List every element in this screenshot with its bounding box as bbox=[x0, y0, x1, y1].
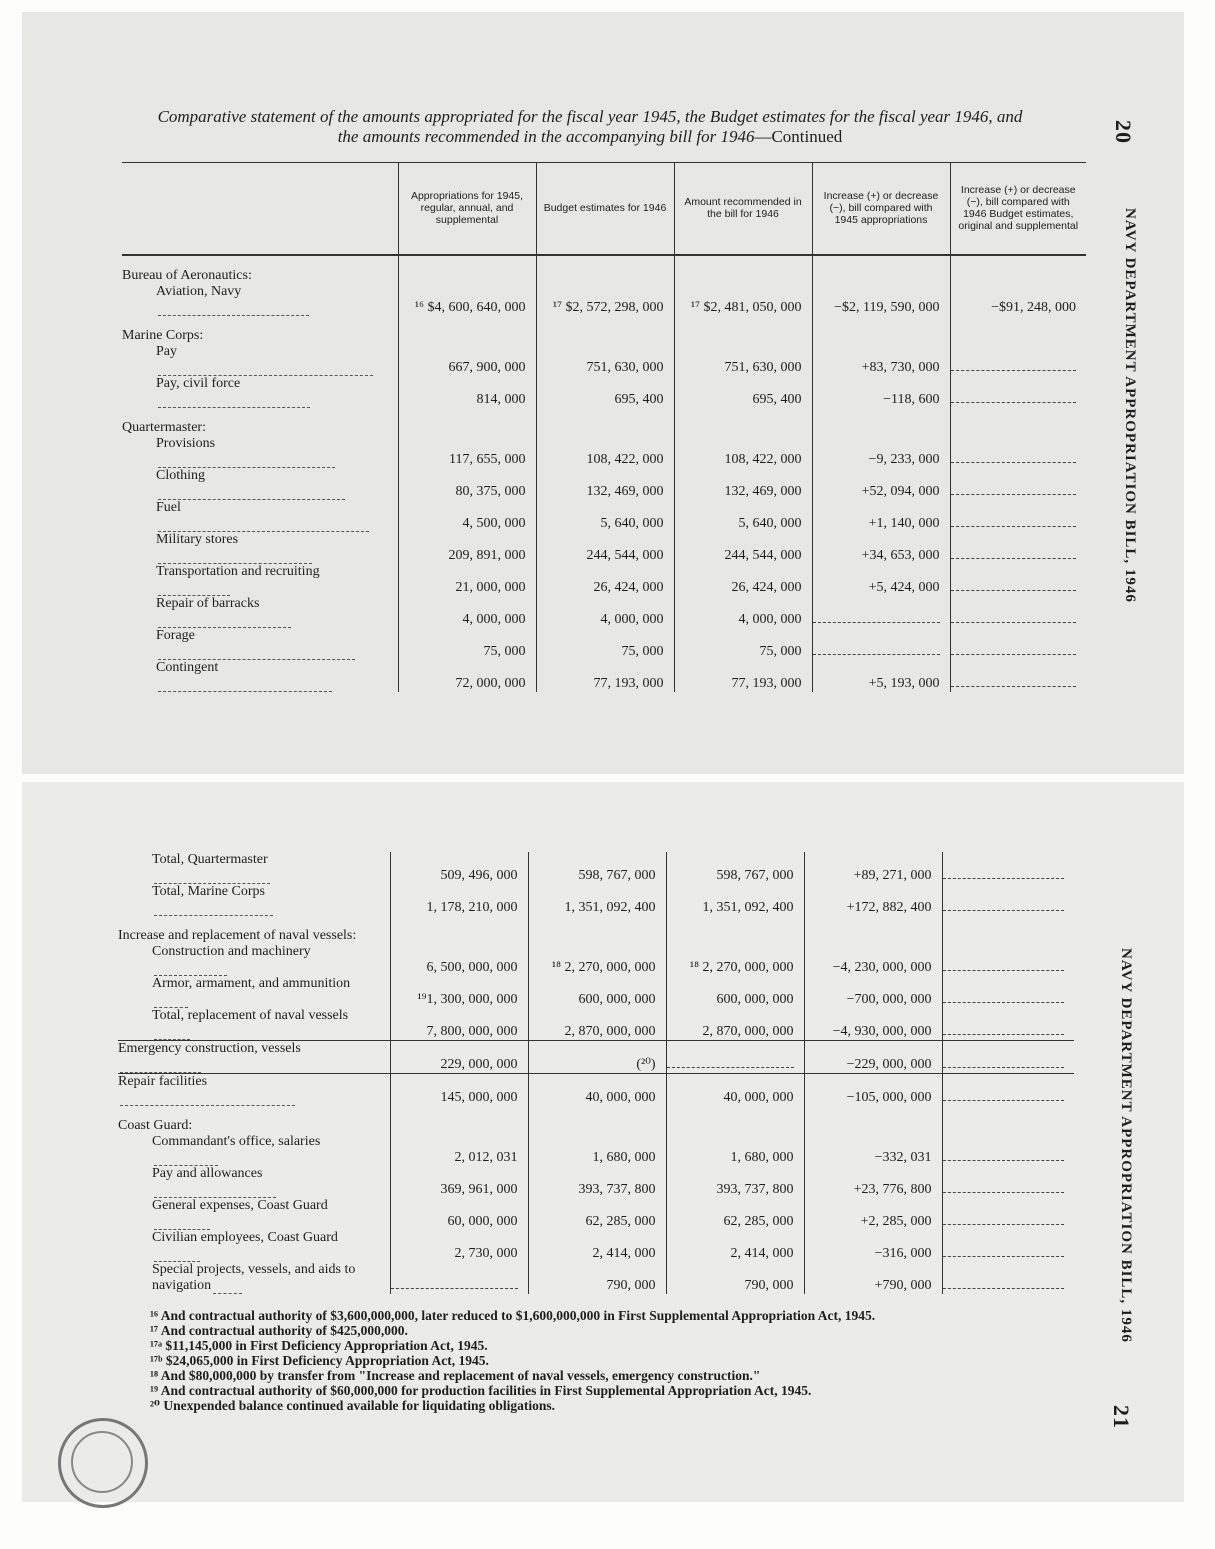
cell-value: 790, 000 bbox=[528, 1262, 666, 1294]
row-label bbox=[118, 1134, 390, 1166]
table-row bbox=[118, 1198, 1074, 1230]
cell-value: −332, 031 bbox=[804, 1134, 942, 1166]
row-label bbox=[122, 596, 398, 628]
appropriations-table-bottom bbox=[118, 852, 1074, 1294]
row-label bbox=[122, 468, 398, 500]
row-label bbox=[122, 376, 398, 408]
cell-value: ¹⁷ $2, 481, 050, 000 bbox=[674, 284, 812, 316]
row-label-text: Repair facilities bbox=[118, 1074, 208, 1089]
empty-dashes bbox=[813, 610, 940, 623]
cell-value: 2, 414, 000 bbox=[528, 1230, 666, 1262]
cell-value: 814, 000 bbox=[398, 376, 536, 408]
title-continued: —Continued bbox=[754, 127, 843, 146]
empty-dashes bbox=[951, 390, 1077, 403]
row-label-text: Coast Guard: bbox=[118, 1118, 193, 1133]
row-label bbox=[118, 1008, 390, 1041]
empty-dashes bbox=[951, 578, 1077, 591]
row-label bbox=[118, 1166, 390, 1198]
table-row bbox=[118, 1262, 1074, 1294]
cell-value: −229, 000, 000 bbox=[804, 1041, 942, 1074]
cell-value bbox=[390, 1262, 528, 1294]
empty-dashes bbox=[943, 1022, 1065, 1035]
empty-dashes bbox=[943, 1055, 1065, 1068]
cell-value: 393, 737, 800 bbox=[666, 1166, 804, 1198]
row-label bbox=[118, 1074, 390, 1107]
row-label bbox=[122, 255, 398, 284]
cell-value: −105, 000, 000 bbox=[804, 1074, 942, 1107]
leader-dots bbox=[154, 915, 273, 916]
empty-dashes bbox=[951, 358, 1077, 371]
cell-value bbox=[950, 316, 1086, 344]
cell-value: 695, 400 bbox=[674, 376, 812, 408]
footnote: ²⁰ Unexpended balance continued available for liquidating obligations. bbox=[150, 1398, 556, 1413]
cell-value bbox=[536, 316, 674, 344]
table-row bbox=[118, 1134, 1074, 1166]
cell-value bbox=[950, 376, 1086, 408]
table-row bbox=[118, 1230, 1074, 1262]
row-label-text: Forage bbox=[156, 627, 195, 643]
leader-dots bbox=[213, 1293, 242, 1294]
cell-value bbox=[942, 1198, 1074, 1230]
cell-value bbox=[674, 408, 812, 436]
cell-value bbox=[950, 628, 1086, 660]
table-row bbox=[122, 468, 1086, 500]
footnote: ¹⁹ And contractual authority of $60,000,000 for production facilities in First Supplemental Appropriation Act, 1945. bbox=[150, 1383, 812, 1398]
cell-value bbox=[812, 316, 950, 344]
footnote: ¹⁸ And $80,000,000 by transfer from "Increase and replacement of naval vessels, emergency construction." bbox=[150, 1368, 761, 1383]
table-row bbox=[118, 1041, 1074, 1074]
table-row bbox=[122, 500, 1086, 532]
row-label-text: Emergency construction, vessels bbox=[118, 1041, 301, 1056]
cell-value: 4, 000, 000 bbox=[398, 596, 536, 628]
cell-value: 60, 000, 000 bbox=[390, 1198, 528, 1230]
table-row bbox=[122, 408, 1086, 436]
stamp-inner-ring bbox=[71, 1431, 133, 1493]
table-row bbox=[118, 884, 1074, 916]
cell-value bbox=[942, 1074, 1074, 1107]
cell-value bbox=[950, 500, 1086, 532]
cell-value: 509, 496, 000 bbox=[390, 852, 528, 884]
cell-value: −4, 230, 000, 000 bbox=[804, 944, 942, 976]
cell-value bbox=[942, 944, 1074, 976]
footnote: ¹⁷ᵇ $24,065,000 in First Deficiency Appropriation Act, 1945. bbox=[150, 1353, 489, 1368]
cell-value: −$91, 248, 000 bbox=[950, 284, 1086, 316]
cell-value bbox=[666, 1041, 804, 1074]
cell-value bbox=[528, 916, 666, 944]
cell-value: ¹⁷ $2, 572, 298, 000 bbox=[536, 284, 674, 316]
cell-value: 2, 870, 000, 000 bbox=[528, 1008, 666, 1041]
cell-value: 2, 730, 000 bbox=[390, 1230, 528, 1262]
empty-dashes bbox=[943, 1276, 1065, 1289]
row-label bbox=[122, 660, 398, 692]
footnote: ¹⁶ And contractual authority of $3,600,000,000, later reduced to $1,600,000,000 in First Supplemental Appropriation Act, 1945. bbox=[150, 1308, 876, 1323]
cell-value: −4, 930, 000, 000 bbox=[804, 1008, 942, 1041]
cell-value: 4, 000, 000 bbox=[536, 596, 674, 628]
cell-value bbox=[812, 628, 950, 660]
cell-value bbox=[674, 255, 812, 284]
cell-value bbox=[812, 596, 950, 628]
cell-value: +5, 193, 000 bbox=[812, 660, 950, 692]
table-row bbox=[122, 532, 1086, 564]
header-row bbox=[122, 163, 1086, 255]
row-label bbox=[122, 564, 398, 596]
cell-value bbox=[950, 468, 1086, 500]
cell-value: 132, 469, 000 bbox=[536, 468, 674, 500]
empty-dashes bbox=[943, 1148, 1065, 1161]
cell-value: 4, 000, 000 bbox=[674, 596, 812, 628]
table-row bbox=[122, 284, 1086, 316]
row-label-text: Aviation, Navy bbox=[156, 283, 242, 299]
row-label-text: Contingent bbox=[156, 659, 219, 675]
table-row bbox=[118, 916, 1074, 944]
side-title-top: NAVY DEPARTMENT APPROPRIATION BILL, 1946 bbox=[1122, 208, 1138, 603]
table-row bbox=[122, 376, 1086, 408]
cell-value: 695, 400 bbox=[536, 376, 674, 408]
cell-value: 72, 000, 000 bbox=[398, 660, 536, 692]
appropriations-table-top bbox=[122, 162, 1086, 692]
cell-value: 2, 870, 000, 000 bbox=[666, 1008, 804, 1041]
row-label bbox=[118, 852, 390, 884]
empty-dashes bbox=[951, 546, 1077, 559]
cell-value: 108, 422, 000 bbox=[674, 436, 812, 468]
cell-value bbox=[942, 1230, 1074, 1262]
library-stamp bbox=[58, 1418, 148, 1508]
row-label-text: Armor, armament, and ammunition bbox=[152, 976, 351, 991]
row-label bbox=[122, 316, 398, 344]
cell-value bbox=[804, 1106, 942, 1134]
cell-value bbox=[942, 852, 1074, 884]
col-header-budget-1946: Budget estimates for 1946 bbox=[536, 163, 674, 255]
row-label-text: Repair of barracks bbox=[156, 595, 260, 611]
cell-value: +1, 140, 000 bbox=[812, 500, 950, 532]
cell-value: +5, 424, 000 bbox=[812, 564, 950, 596]
empty-dashes bbox=[943, 958, 1065, 971]
cell-value: 600, 000, 000 bbox=[666, 976, 804, 1008]
table-row bbox=[122, 344, 1086, 376]
page-number-bottom: 21 bbox=[1109, 1405, 1134, 1429]
row-label bbox=[118, 916, 390, 944]
cell-value: 108, 422, 000 bbox=[536, 436, 674, 468]
cell-value: 790, 000 bbox=[666, 1262, 804, 1294]
row-label-text: Pay bbox=[156, 343, 177, 359]
cell-value: 62, 285, 000 bbox=[528, 1198, 666, 1230]
row-label-text: Transportation and recruiting bbox=[156, 563, 320, 579]
cell-value bbox=[950, 596, 1086, 628]
cell-value bbox=[950, 532, 1086, 564]
cell-value: 7, 800, 000, 000 bbox=[390, 1008, 528, 1041]
cell-value bbox=[942, 1166, 1074, 1198]
row-label bbox=[122, 436, 398, 468]
cell-value: 229, 000, 000 bbox=[390, 1041, 528, 1074]
row-label-text: Military stores bbox=[156, 531, 239, 547]
empty-dashes bbox=[951, 610, 1077, 623]
cell-value bbox=[812, 408, 950, 436]
row-label bbox=[122, 408, 398, 436]
cell-value: 1, 178, 210, 000 bbox=[390, 884, 528, 916]
cell-value: 1, 680, 000 bbox=[666, 1134, 804, 1166]
cell-value: 598, 767, 000 bbox=[528, 852, 666, 884]
cell-value: 26, 424, 000 bbox=[674, 564, 812, 596]
cell-value: 244, 544, 000 bbox=[674, 532, 812, 564]
empty-dashes bbox=[667, 1055, 794, 1068]
cell-value: ¹⁹1, 300, 000, 000 bbox=[390, 976, 528, 1008]
cell-value bbox=[950, 660, 1086, 692]
cell-value: +52, 094, 000 bbox=[812, 468, 950, 500]
footnotes bbox=[150, 1308, 875, 1413]
row-label bbox=[118, 944, 390, 976]
table-row bbox=[122, 660, 1086, 692]
cell-value bbox=[390, 1106, 528, 1134]
leader-dots bbox=[120, 1072, 201, 1073]
cell-value: 244, 544, 000 bbox=[536, 532, 674, 564]
cell-value: 117, 655, 000 bbox=[398, 436, 536, 468]
cell-value: 80, 375, 000 bbox=[398, 468, 536, 500]
row-label-text: Fuel bbox=[156, 499, 181, 515]
empty-dashes bbox=[943, 1180, 1065, 1193]
table-body-bottom bbox=[118, 852, 1074, 1294]
cell-value bbox=[666, 1106, 804, 1134]
title-line-1: Comparative statement of the amounts appropriated for the fiscal year 1945, the Budget estimates for the fiscal year 1946, and bbox=[157, 107, 1023, 126]
cell-value: 145, 000, 000 bbox=[390, 1074, 528, 1107]
cell-value bbox=[390, 916, 528, 944]
cell-value: −118, 600 bbox=[812, 376, 950, 408]
empty-dashes bbox=[943, 898, 1065, 911]
cell-value: 75, 000 bbox=[674, 628, 812, 660]
cell-value bbox=[804, 916, 942, 944]
cell-value bbox=[398, 255, 536, 284]
cell-value bbox=[536, 408, 674, 436]
cell-value: 21, 000, 000 bbox=[398, 564, 536, 596]
row-label bbox=[122, 344, 398, 376]
cell-value bbox=[942, 916, 1074, 944]
row-label-text: Provisions bbox=[156, 435, 216, 451]
cell-value: 600, 000, 000 bbox=[528, 976, 666, 1008]
cell-value bbox=[950, 436, 1086, 468]
col-header-1945: Appropriations for 1945, regular, annual, and supplemental bbox=[398, 163, 536, 255]
cell-value bbox=[942, 1262, 1074, 1294]
row-label bbox=[118, 976, 390, 1008]
table-row bbox=[118, 944, 1074, 976]
row-label bbox=[122, 532, 398, 564]
cell-value: +83, 730, 000 bbox=[812, 344, 950, 376]
cell-value: ¹⁸ 2, 270, 000, 000 bbox=[528, 944, 666, 976]
cell-value: 369, 961, 000 bbox=[390, 1166, 528, 1198]
cell-value: 2, 012, 031 bbox=[390, 1134, 528, 1166]
table-body-top bbox=[122, 255, 1086, 692]
cell-value: 751, 630, 000 bbox=[536, 344, 674, 376]
empty-dashes bbox=[951, 450, 1077, 463]
empty-dashes bbox=[951, 642, 1077, 655]
cell-value: 1, 680, 000 bbox=[528, 1134, 666, 1166]
title-line-2: the amounts recommended in the accompanying bill for 1946 bbox=[337, 127, 755, 146]
cell-value: ¹⁶ $4, 600, 640, 000 bbox=[398, 284, 536, 316]
row-label-text: General expenses, Coast Guard bbox=[152, 1198, 328, 1213]
cell-value: 6, 500, 000, 000 bbox=[390, 944, 528, 976]
cell-value bbox=[666, 916, 804, 944]
table-row bbox=[122, 436, 1086, 468]
cell-value: 598, 767, 000 bbox=[666, 852, 804, 884]
leader-dots bbox=[158, 499, 345, 500]
side-title-bottom: NAVY DEPARTMENT APPROPRIATION BILL, 1946 bbox=[1118, 948, 1134, 1343]
cell-value bbox=[674, 316, 812, 344]
cell-value: +790, 000 bbox=[804, 1262, 942, 1294]
cell-value: 26, 424, 000 bbox=[536, 564, 674, 596]
cell-value: 132, 469, 000 bbox=[674, 468, 812, 500]
table-row bbox=[118, 1008, 1074, 1041]
leader-dots bbox=[158, 407, 310, 408]
cell-value: −316, 000 bbox=[804, 1230, 942, 1262]
footnote: ¹⁷ᵃ $11,145,000 in First Deficiency Appropriation Act, 1945. bbox=[150, 1338, 488, 1353]
row-label bbox=[122, 628, 398, 660]
table-row bbox=[118, 1106, 1074, 1134]
cell-value: +23, 776, 800 bbox=[804, 1166, 942, 1198]
cell-value bbox=[942, 976, 1074, 1008]
cell-value bbox=[950, 255, 1086, 284]
empty-dashes bbox=[391, 1276, 518, 1289]
table-row bbox=[118, 1166, 1074, 1198]
table-row bbox=[122, 596, 1086, 628]
cell-value: +34, 653, 000 bbox=[812, 532, 950, 564]
cell-value: 40, 000, 000 bbox=[666, 1074, 804, 1107]
cell-value: 5, 640, 000 bbox=[536, 500, 674, 532]
cell-value bbox=[398, 408, 536, 436]
table-row bbox=[122, 628, 1086, 660]
empty-dashes bbox=[813, 642, 940, 655]
cell-value: 62, 285, 000 bbox=[666, 1198, 804, 1230]
empty-dashes bbox=[951, 674, 1077, 687]
cell-value bbox=[942, 1008, 1074, 1041]
cell-value bbox=[536, 255, 674, 284]
cell-value: 75, 000 bbox=[536, 628, 674, 660]
row-label bbox=[122, 500, 398, 532]
cell-value bbox=[942, 1134, 1074, 1166]
row-label bbox=[118, 1106, 390, 1134]
leader-dots bbox=[154, 1039, 190, 1040]
row-label bbox=[122, 284, 398, 316]
cell-value bbox=[398, 316, 536, 344]
table-row bbox=[118, 852, 1074, 884]
row-label bbox=[118, 884, 390, 916]
cell-value: 40, 000, 000 bbox=[528, 1074, 666, 1107]
cell-value: +172, 882, 400 bbox=[804, 884, 942, 916]
table-row bbox=[118, 1074, 1074, 1107]
cell-value: −700, 000, 000 bbox=[804, 976, 942, 1008]
col-header-recommended: Amount recommended in the bill for 1946 bbox=[674, 163, 812, 255]
row-label-text: Increase and replacement of naval vessels: bbox=[118, 928, 357, 943]
footnote: ¹⁷ And contractual authority of $425,000,000. bbox=[150, 1323, 408, 1338]
empty-dashes bbox=[951, 514, 1077, 527]
row-label bbox=[118, 1262, 390, 1294]
empty-dashes bbox=[951, 482, 1077, 495]
cell-value: 77, 193, 000 bbox=[674, 660, 812, 692]
table-row bbox=[122, 316, 1086, 344]
cell-value: ¹⁸ 2, 270, 000, 000 bbox=[666, 944, 804, 976]
row-label-text: Total, Quartermaster bbox=[152, 852, 268, 867]
table-row bbox=[122, 564, 1086, 596]
cell-value: 5, 640, 000 bbox=[674, 500, 812, 532]
cell-value bbox=[528, 1106, 666, 1134]
cell-value: 751, 630, 000 bbox=[674, 344, 812, 376]
row-label-text: Pay, civil force bbox=[156, 375, 241, 391]
leader-dots bbox=[158, 691, 332, 692]
cell-value bbox=[950, 344, 1086, 376]
cell-value bbox=[812, 255, 950, 284]
row-label-text: Quartermaster: bbox=[122, 419, 206, 435]
row-label-text: Total, replacement of naval vessels bbox=[152, 1008, 349, 1023]
row-label-text: Pay and allowances bbox=[152, 1166, 263, 1181]
cell-value: 75, 000 bbox=[398, 628, 536, 660]
row-label-text: Clothing bbox=[156, 467, 206, 483]
cell-value: 1, 351, 092, 400 bbox=[528, 884, 666, 916]
empty-dashes bbox=[943, 1244, 1065, 1257]
cell-value bbox=[950, 408, 1086, 436]
row-label-text: Construction and machinery bbox=[152, 944, 311, 959]
cell-value: 393, 737, 800 bbox=[528, 1166, 666, 1198]
row-label bbox=[118, 1198, 390, 1230]
row-label-text: Special projects, vessels, and aids to navigation bbox=[152, 1262, 356, 1293]
leader-dots bbox=[158, 315, 309, 316]
cell-value: 209, 891, 000 bbox=[398, 532, 536, 564]
page-number-top: 20 bbox=[1111, 120, 1136, 144]
col-header-vs-budget: Increase (+) or decrease (−), bill compared with 1946 Budget estimates, original and supplemental bbox=[950, 163, 1086, 255]
row-label-text: Bureau of Aeronautics: bbox=[122, 267, 252, 283]
cell-value bbox=[950, 564, 1086, 596]
cell-value bbox=[942, 1041, 1074, 1074]
empty-dashes bbox=[943, 1212, 1065, 1225]
cell-value: −9, 233, 000 bbox=[812, 436, 950, 468]
cell-value: 4, 500, 000 bbox=[398, 500, 536, 532]
cell-value: +2, 285, 000 bbox=[804, 1198, 942, 1230]
col-header-vs-1945: Increase (+) or decrease (−), bill compared with 1945 appropriations bbox=[812, 163, 950, 255]
table-row bbox=[118, 976, 1074, 1008]
cell-value: 2, 414, 000 bbox=[666, 1230, 804, 1262]
cell-value: +89, 271, 000 bbox=[804, 852, 942, 884]
empty-dashes bbox=[943, 1088, 1065, 1101]
leader-dots bbox=[120, 1105, 295, 1106]
row-label-text: Total, Marine Corps bbox=[152, 884, 265, 899]
row-label-text: Civilian employees, Coast Guard bbox=[152, 1230, 338, 1245]
row-label bbox=[118, 1230, 390, 1262]
cell-value: −$2, 119, 590, 000 bbox=[812, 284, 950, 316]
row-label bbox=[118, 1041, 390, 1074]
cell-value: (²⁰) bbox=[528, 1041, 666, 1074]
statement-title bbox=[100, 107, 1080, 147]
cell-value bbox=[942, 1106, 1074, 1134]
cell-value: 77, 193, 000 bbox=[536, 660, 674, 692]
empty-dashes bbox=[943, 866, 1065, 879]
cell-value bbox=[942, 884, 1074, 916]
cell-value: 667, 900, 000 bbox=[398, 344, 536, 376]
row-label-text: Marine Corps: bbox=[122, 327, 204, 343]
empty-dashes bbox=[943, 990, 1065, 1003]
row-label-text: Commandant's office, salaries bbox=[152, 1134, 321, 1149]
table-row bbox=[122, 255, 1086, 284]
cell-value: 1, 351, 092, 400 bbox=[666, 884, 804, 916]
